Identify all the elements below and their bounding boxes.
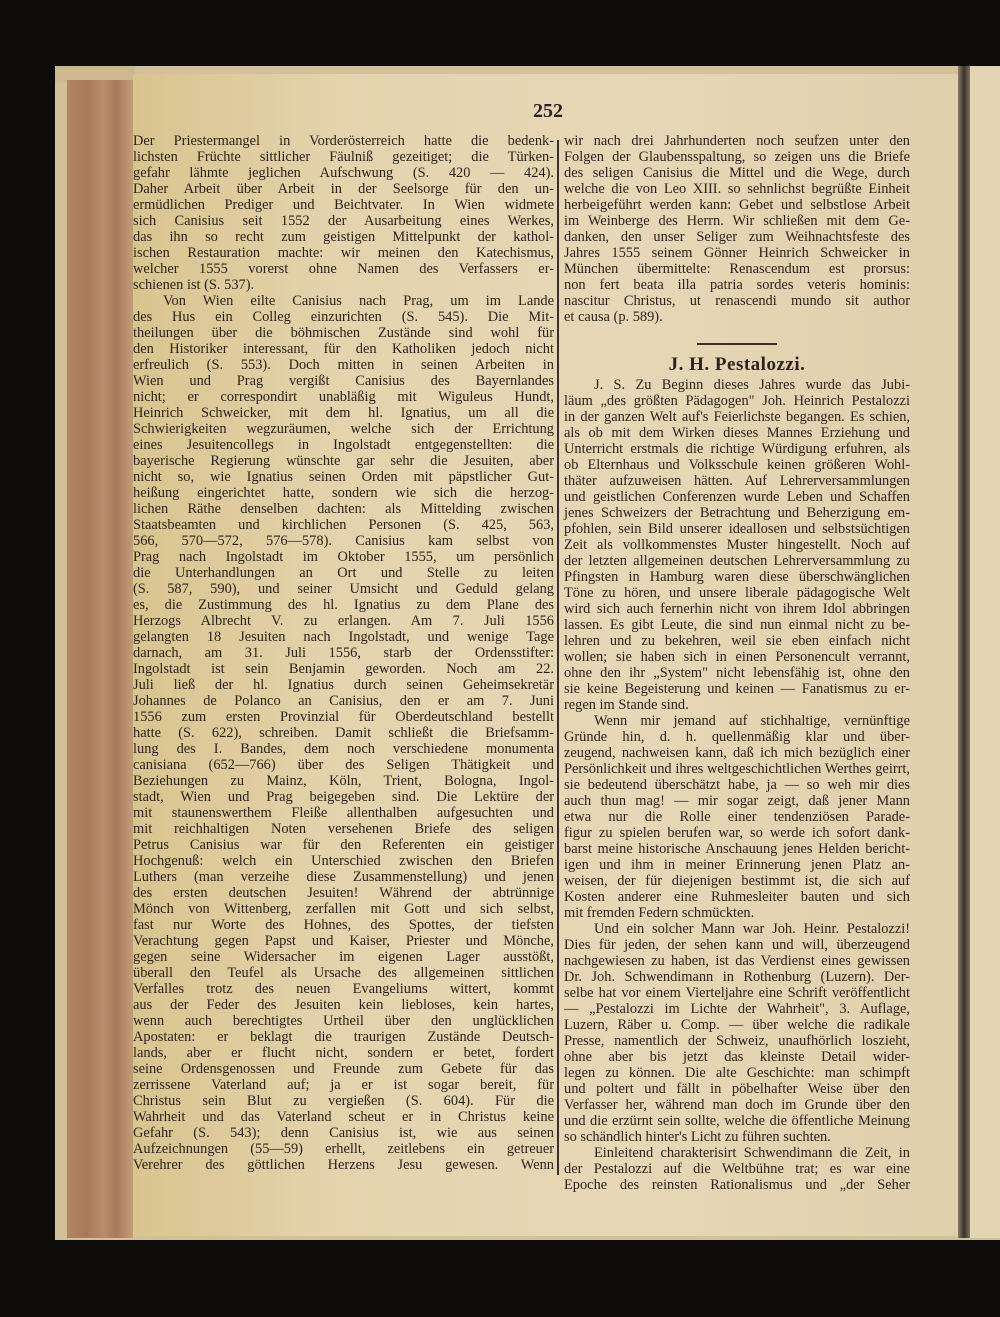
text-line: Wien und Prag vergißt Canisius des Bayernlandes [133,373,554,389]
text-line: theilungen über die böhmischen Zustände sind wohl für [133,325,554,341]
page-gutter [958,66,970,1238]
text-line: nicht; er correspondirt unabläßig mit Wiguleus Hundt, [133,389,554,405]
column-divider [557,140,559,1175]
text-line: Dies für jeden, der sehen kann und will, überzeugend [564,937,910,953]
page-number: 252 [533,100,563,122]
text-line: welcher 1555 vorerst ohne Namen des Verfassers er- [133,261,554,277]
section-divider [697,343,777,345]
text-line: igen und ihm in meiner Erinnerung jenen Platz an- [564,857,910,873]
paragraph [564,1145,910,1193]
text-line: der Pestalozzi auf die Weltbühne trat; es war eine [564,1161,910,1177]
text-line: lung des I. Bandes, dem noch verschiedene monumenta [133,741,554,757]
text-line: Luzern, Räber u. Comp. — über welche die radikale [564,1017,910,1033]
text-line: Petrus Canisius war für den Referenten ein geistiger [133,837,554,853]
text-line: sich Canisius seit 1552 der Ausarbeitung eines Werkes, [133,213,554,229]
text-line: den Historiker interessant, für den Katholiken jedoch nicht [133,341,554,357]
text-line: Heinrich Schweicker, mit dem hl. Ignatius, um all die [133,405,554,421]
text-line: Der Priestermangel in Vorderösterreich hatte die bedenk- [133,133,554,149]
text-line: Unterricht erstmals die richtige Würdigung erfuhren, als [564,441,910,457]
text-line: Jahres 1555 seinem Gönner Heinrich Schweicker in [564,245,910,261]
text-line: gelangten 18 Jesuiten nach Ingolstadt, und wenige Tage [133,629,554,645]
text-line: etwa nur die Rolle einer tendenziösen Parade- [564,809,910,825]
text-line: überall den Teufel als Ursache des allgemeinen sittlichen [133,965,554,981]
text-line: Verfasser her, während man doch im Grunde über den [564,1097,910,1113]
text-line: heißung eingerichtet hatte, sondern wie sich die herzog- [133,485,554,501]
right-column-intro [564,133,910,325]
text-line: Dr. Joh. Schwendimann in Rothenburg (Luzern). Der- [564,969,910,985]
text-line: in der ganzen Welt auf's Feierlichste begangen. Es schien, [564,409,910,425]
text-line: sie bedeutend überschätzt habe, ja — so weh mir dies [564,777,910,793]
text-line: eines Jesuitencollegs in Ingolstadt entgegenstellten: die [133,437,554,453]
page-edges [67,80,133,1238]
text-line: gefahr lähmte jeglichen Aufschwung (S. 420 — 424). [133,165,554,181]
text-line: canisiana (652—766) über des Seligen Thätigkeit und [133,757,554,773]
text-line: mit fremden Federn schmückten. [564,905,755,921]
text-line: lichsten Früchte sittlicher Fäulniß gezeitiget; die Türken- [133,149,554,165]
text-line: sie keine Begeisterung und keinen — Fanatismus zu er- [564,681,910,697]
text-line: läum „des größten Pädagogen" Joh. Heinrich Pestalozzi [564,393,910,409]
text-line: des Hus ein Colleg einzurichten (S. 545). Die Mit- [133,309,554,325]
text-line: Epoche des reinsten Rationalismus und „der Seher [564,1177,910,1193]
text-line: Wahrheit und das Vaterland scheut er in Christus keine [133,1109,554,1125]
text-line: welche die von Leo XIII. so sehnlichst begrüßte Einheit [564,181,910,197]
text-line: und poltert und fällt in pöbelhafter Weise über den [564,1081,910,1097]
text-line: danken, den unser Seliger zum Weihnachtsfeste des [564,229,910,245]
text-line: Herzogs Albrecht V. zu erlangen. Am 7. Juli 1556 [133,613,554,629]
text-line: Persönlichkeit und ihres weltgeschichtlichen Werthes geirrt, [564,761,910,777]
text-line: gegen seine Widersacher im eigenen Lager ausstößt, [133,949,554,965]
text-line: Juli ließ der hl. Ignatius durch seinen Geheimsekretär [133,677,554,693]
text-line: (S. 587, 590), und seiner Umsicht und Geduld gelang [133,581,554,597]
text-line: ob Elternhaus und Volksschule keinen größeren Wohl- [564,457,910,473]
text-line: figur zu spielen berufen war, so werde ich sofort dank- [564,825,910,841]
text-line: hatte (S. 622), schreiben. Damit schließt die Briefsamm- [133,725,554,741]
text-line: weisen, der für diejenigen bestimmt ist, die sich auf [564,873,910,889]
text-line: die Unterhandlungen an Ort und Stelle zu leiten [133,565,554,581]
text-line: lands, aber er flucht nicht, sondern er betet, fordert [133,1045,554,1061]
text-line: lichen Räthe denselben dachten: als Mittelding zwischen [133,501,554,517]
text-line: et causa (p. 589). [564,309,663,325]
text-line: Zeit als vollkommenstes Muster hingestellt. Noch auf [564,537,910,553]
text-line: erfreulich (S. 553). Doch mitten in seinen Arbeiten in [133,357,554,373]
text-line: — „Pestalozzi im Lichte der Wahrheit", 3. Auflage, [564,1001,910,1017]
text-line: Staatsbeamten und kirchlichen Personen (S. 425, 563, [133,517,554,533]
paragraph [133,133,554,293]
text-line: aus der Feder des Jesuiten kein liebloses, kein hartes, [133,997,554,1013]
text-line: schienen ist (S. 537). [133,277,255,293]
text-line: Daher Arbeit über Arbeit in der Seelsorge für den un- [133,181,554,197]
text-line: auch thun mag! — mir sogar zeigt, daß jener Mann [564,793,910,809]
text-line: Prag nach Ingolstadt im Oktober 1555, um persönlich [133,549,554,565]
text-line: Apostaten: er beklagt die traurigen Zustände Deutsch- [133,1029,554,1045]
text-line: Presse, namentlich der Schweiz, unaufhörlich loszieht, [564,1033,910,1049]
text-line: Von Wien eilte Canisius nach Prag, um im Lande [163,293,554,309]
text-line: Luthers (man verzeihe diese Zusammenstellung) und jenen [133,869,554,885]
text-line: jenes Schweizers der Betrachtung und Beherzigung em- [564,505,910,521]
text-line: der letzten allgemeinen deutschen Lehrerversammlung zu [564,553,910,569]
text-line: barst meine historische Anschauung jenes Helden bericht- [564,841,910,857]
text-line: Wenn mir jemand auf stichhaltige, vernünftige [594,713,910,729]
text-line: nascitur Christus, ut renascendi mundo sit author [564,293,910,309]
text-line: lassen. Es gibt Leute, die sind nun einmal nicht zu be- [564,617,910,633]
text-line: zeugend, nachweisen kann, daß ich mich bezüglich einer [564,745,910,761]
left-column [133,133,554,1173]
paragraph [564,921,910,1145]
text-line: 566, 570—572, 576—578). Canisius kam selbst von [133,533,554,549]
text-line: des seligen Canisius die Mittel und die Wege, durch [564,165,910,181]
text-line: Kosten anderer eine Ruhmesleiter bauten und sich [564,889,910,905]
text-line: Gefahr (S. 543); denn Canisius ist, wie aus seinen [133,1125,554,1141]
text-line: und geistlichen Conferenzen wurde Leben und Schaffen [564,489,910,505]
text-line: mit staunenswerthem Fleiße allenthalben aufgesuchten und [133,805,554,821]
text-line: und die erzürnt sein sollte, welche die öffentliche Meinung [564,1113,910,1129]
text-line: Ingolstadt ist sein Benjamin geworden. Noch am 22. [133,661,554,677]
text-line: Einleitend charakterisirt Schwendimann die Zeit, in [594,1145,910,1161]
text-line: zerrissene Vaterland auf; ja er ist sogar bereit, für [133,1077,554,1093]
text-line: Verfalles trotz des neuen Evangeliums wittert, kommt [133,981,554,997]
text-line: lehren und zu bekehren, weil sie eben einfach nicht [564,633,910,649]
text-line: wollen; sie haben sich in einen Personencult verrannt, [564,649,910,665]
right-column [564,133,910,1193]
text-line: ohne den ihr „System" nicht lebensfähig ist, ohne den [564,665,910,681]
text-line: nicht so, wie Ignatius seinen Orden mit päpstlicher Gut- [133,469,554,485]
text-line: als ob mit dem Wirken dieses Mannes Erziehung und [564,425,910,441]
text-line: stadt, Wien und Prag beigegeben sind. Die Lektüre der [133,789,554,805]
paragraph [564,377,910,713]
text-line: des ersten deutschen Jesuiten! Während der abtrünnige [133,885,554,901]
text-line: mit reichhaltigen Noten versehenen Briefe des seligen [133,821,554,837]
text-line: pfohlen, sein Bild unserer ideallosen und selbstsüchtigen [564,521,910,537]
text-line: Verachtung gegen Papst und Kaiser, Priester und Mönche, [133,933,554,949]
text-line: Beziehungen zu Mainz, Köln, Trient, Bologna, Ingol- [133,773,554,789]
text-line: so schändlich hinter's Licht zu führen suchten. [564,1129,831,1145]
article-title: J. H. Pestalozzi. [668,354,806,375]
text-line: ohne aber bis jetzt das kleinste Detail wider- [564,1049,910,1065]
text-line: Verehrer des göttlichen Herzens Jesu gewesen. Wenn [133,1157,554,1173]
paragraph [564,133,910,325]
text-line: Schwierigkeiten wegzuräumen, welche sich der Errichtung [133,421,554,437]
text-line: München übermittelte: Renascendum est prorsus: [564,261,910,277]
text-line: Folgen der Glaubensspaltung, so zeigen uns die Briefe [564,149,910,165]
text-line: Gründe hin, d. h. quellenmäßig klar und über- [564,729,910,745]
text-line: regen im Stande sind. [564,697,689,713]
text-line: darnach, am 31. Juli 1556, starb der Ordensstifter: [133,645,554,661]
article-body [564,377,910,1193]
text-line: das ihn so recht zum geistigen Mittelpunkt der kathol- [133,229,554,245]
text-line: ischen Restauration machte: wir meinen den Katechismus, [133,245,554,261]
text-line: seine Ordensgenossen und Freunde zum Gebete für das [133,1061,554,1077]
text-line: Johannes de Polanco an Canisius, den er am 7. Juni [133,693,554,709]
text-line: Aufzeichnungen (55—59) erhellt, zeitlebens ein getreuer [133,1141,554,1157]
text-line: selbe hat vor einem Vierteljahre eine Schrift veröffentlicht [564,985,910,1001]
text-line: fast nur Worte des Hohnes, des Spottes, der tiefsten [133,917,554,933]
text-line: Töne zu hören, und unsere liberale pädagogische Welt [564,585,910,601]
text-line: Mönch von Wittenberg, zerfallen mit Gott und sich selbst, [133,901,554,917]
text-line: nachgewiesen zu haben, ist das Verdienst eines gewissen [564,953,910,969]
text-line: herbeigeführt werden kann: Gebet und selbstlose Arbeit [564,197,910,213]
text-line: wird sich auch fernerhin nicht von ihrem Idol abbringen [564,601,910,617]
text-line: Christus sein Blut zu vergießen (S. 604). Für die [133,1093,554,1109]
text-line: es, die Zustimmung des hl. Ignatius zu dem Plane des [133,597,554,613]
text-line: non fert beata illa patria sordes veteris hominis: [564,277,910,293]
text-line: thäter aufzuweisen hätten. Auf Lehrerversammlungen [564,473,910,489]
text-line: ermüdlichen Prediger und Beichtvater. In Wien widmete [133,197,554,213]
text-line: Und ein solcher Mann war Joh. Heinr. Pestalozzi! [594,921,910,937]
text-line: wir nach drei Jahrhunderten noch seufzen unter den [564,133,910,149]
facing-page [970,66,1000,1238]
text-line: legen zu können. Die alte Geschichte: man schimpft [564,1065,910,1081]
text-line: 1556 zum ersten Provinzial für Oberdeutschland bestellt [133,709,554,725]
text-line: bayerische Regierung wünschte gar sehr die Jesuiten, aber [133,453,554,469]
text-line: wenn auch berechtigtes Urtheil über den unglücklichen [133,1013,554,1029]
paragraph [133,293,554,1173]
text-line: im Weinberge des Herrn. Wir schließen mit dem Ge- [564,213,910,229]
text-line: Pfingsten in Hamburg waren diese überschwänglichen [564,569,910,585]
paragraph [564,713,910,921]
text-line: J. S. Zu Beginn dieses Jahres wurde das Jubi- [594,377,910,393]
text-line: Hochgenuß: welch ein Unterschied zwischen den Briefen [133,853,554,869]
